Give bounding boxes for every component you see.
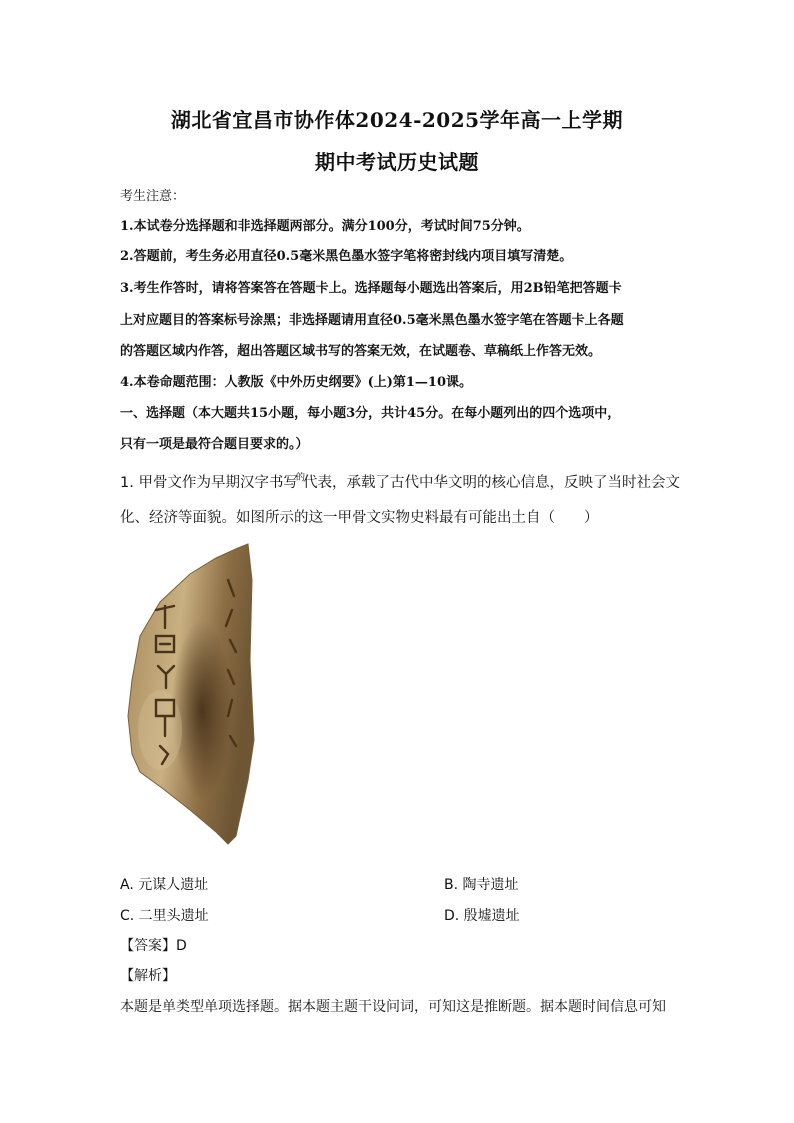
option-a: A. 元谋人遗址 <box>120 877 209 893</box>
section-heading-line-2: 只有一项是最符合题目要求的。） <box>120 437 309 452</box>
notice-heading: 考生注意： <box>120 189 186 204</box>
question-1-text-a: 1. 甲骨文作为早期汉字书写 <box>120 475 298 491</box>
option-d: D. 殷墟遗址 <box>444 908 520 924</box>
notice-1: 1.本试卷分选择题和非选择题两部分。满分100分，考试时间75分钟。 <box>120 219 530 234</box>
question-1-text-b: 代表，承载了古代中华文明的核心信息，反映了当时社会文 <box>302 475 680 491</box>
question-1-superscript: 的 <box>295 473 305 483</box>
question-1-stem <box>120 474 680 494</box>
title-line-2: 期中考试历史试题 <box>315 150 479 174</box>
section-heading-line-1: 一、选择题（本大题共15小题，每小题3分，共计45分。在每小题列出的四个选项中， <box>120 406 621 421</box>
option-b: B. 陶寺遗址 <box>444 877 519 893</box>
notice-2: 2.答题前，考生务必用直径0.5毫米黑色墨水签字笔将密封线内项目填写清楚。 <box>120 249 573 264</box>
question-1-stem-line-2: 化、经济等面貌。如图所示的这一甲骨文实物史料最有可能出土自（ ） <box>120 510 599 526</box>
analysis-text: 本题是单类型单项选择题。据本题主题干设问词，可知这是推断题。据本题时间信息可知 <box>120 999 666 1015</box>
notice-3-cont-2: 的答题区域内作答，超出答题区域书写的答案无效，在试题卷、草稿纸上作答无效。 <box>120 344 602 359</box>
oracle-bone-image <box>120 540 270 852</box>
answer-line: 【答案】D <box>120 938 187 954</box>
analysis-heading: 【解析】 <box>120 968 176 984</box>
title-line-1: 湖北省宜昌市协作体2024-2025学年高一上学期 <box>170 108 624 132</box>
option-c: C. 二里头遗址 <box>120 908 209 924</box>
notice-3: 3.考生作答时，请将答案答在答题卡上。选择题每小题选出答案后，用2B铅笔把答题卡 <box>120 281 622 296</box>
notice-3-cont-1: 上对应题目的答案标号涂黑；非选择题请用直径0.5毫米黑色墨水签字笔在答题卡上各题 <box>120 313 624 328</box>
notice-4: 4.本卷命题范围：人教版《中外历史纲要》(上)第1—10课。 <box>120 375 473 390</box>
